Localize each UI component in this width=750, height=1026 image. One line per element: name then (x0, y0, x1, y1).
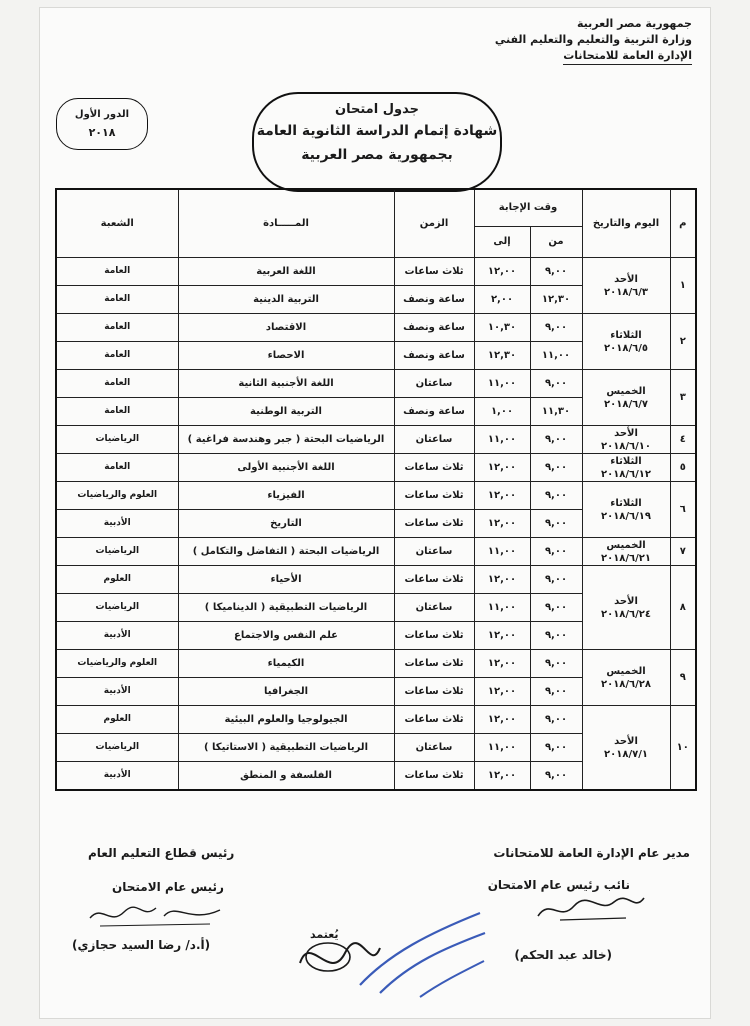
time-from: ٩,٠٠ (530, 622, 582, 650)
time-from: ٩,٠٠ (530, 594, 582, 622)
duration: ثلاث ساعات (394, 566, 474, 594)
subject: الجيولوجيا والعلوم البيئية (178, 706, 394, 734)
branch: العامة (56, 314, 178, 342)
table-row (56, 482, 696, 510)
day-name: الثلاثاء (610, 455, 642, 467)
time-to: ١٢,٠٠ (474, 622, 530, 650)
duration: ثلاث ساعات (394, 622, 474, 650)
time-to: ٢,٠٠ (474, 286, 530, 314)
duration: ساعة ونصف (394, 286, 474, 314)
subject: اللغة الأجنبية الأولى (178, 454, 394, 482)
table-row (56, 370, 696, 398)
subject: التربية الدينية (178, 286, 394, 314)
row-number: ٦ (670, 482, 696, 538)
table-row (56, 314, 696, 342)
day-name: الأحد (614, 427, 638, 439)
exam-schedule-table (55, 188, 697, 791)
branch: الرياضيات (56, 594, 178, 622)
time-from: ٩,٠٠ (530, 566, 582, 594)
time-from: ٩,٠٠ (530, 370, 582, 398)
subject: الاقتصاد (178, 314, 394, 342)
header-duration: الزمن (394, 189, 474, 258)
day-name: الأحد (614, 273, 638, 285)
subject: الرياضيات التطبيقية ( الديناميكا ) (178, 594, 394, 622)
time-to: ١٢,٠٠ (474, 762, 530, 791)
header-from: من (530, 227, 582, 258)
exam-schedule-document (40, 8, 710, 1018)
row-number: ٨ (670, 566, 696, 650)
exam-round-label: الدور الأول (74, 109, 130, 120)
exam-head-name: (أ.د/ رضا السيد حجازي) (72, 938, 211, 952)
director-name: (خالد عبد الحكم) (514, 948, 612, 962)
branch: العامة (56, 342, 178, 370)
subject: الرياضيات التطبيقية ( الاستاتيكا ) (178, 734, 394, 762)
title-line-3: بجمهورية مصر العربية (301, 147, 453, 163)
branch: الأدبية (56, 510, 178, 538)
header-ministry: وزارة التربية والتعليم والتعليم الفني (494, 33, 692, 46)
time-to: ١٢,٠٠ (474, 678, 530, 706)
subject: اللغة العربية (178, 258, 394, 286)
time-to: ١١,٠٠ (474, 426, 530, 454)
subject: الكيمياء (178, 650, 394, 678)
table-row (56, 426, 696, 454)
branch: الأدبية (56, 762, 178, 791)
document-title-box (252, 92, 502, 192)
day-name: الخميس (606, 385, 646, 397)
time-to: ١٢,٠٠ (474, 706, 530, 734)
day-date-cell (582, 482, 670, 538)
day-date-cell (582, 454, 670, 482)
time-to: ١٢,٠٠ (474, 510, 530, 538)
ministry-header (495, 16, 692, 65)
row-number: ٣ (670, 370, 696, 426)
exam-date: ٢٠١٨/٧/١ (604, 748, 648, 760)
branch: العامة (56, 258, 178, 286)
exam-date: ٢٠١٨/٦/٣ (604, 286, 648, 298)
time-from: ٩,٠٠ (530, 510, 582, 538)
time-to: ١٢,٠٠ (474, 454, 530, 482)
day-name: الثلاثاء (610, 329, 642, 341)
table-row (56, 454, 696, 482)
exam-head-title: رئيس عام الامتحان (112, 880, 224, 894)
duration: ساعة ونصف (394, 314, 474, 342)
day-date-cell (582, 706, 670, 791)
exam-date: ٢٠١٨/٦/٧ (604, 398, 648, 410)
exam-date: ٢٠١٨/٦/١٢ (600, 468, 652, 480)
time-to: ١٢,٣٠ (474, 342, 530, 370)
time-from: ١١,٣٠ (530, 398, 582, 426)
header-country: جمهورية مصر العربية (577, 17, 692, 30)
header-to: إلى (474, 227, 530, 258)
exam-date: ٢٠١٨/٦/١٩ (600, 510, 652, 522)
subject: علم النفس والاجتماع (178, 622, 394, 650)
branch: العامة (56, 370, 178, 398)
deputy-title: نائب رئيس عام الامتحان (487, 878, 630, 892)
duration: ساعة ونصف (394, 398, 474, 426)
header-num: م (670, 189, 696, 258)
sector-head-title: رئيس قطاع التعليم العام (88, 846, 235, 860)
ministry-stamp (270, 893, 490, 1003)
row-number: ١ (670, 258, 696, 314)
duration: ساعتان (394, 370, 474, 398)
branch: العامة (56, 286, 178, 314)
duration: ساعة ونصف (394, 342, 474, 370)
day-date-cell (582, 314, 670, 370)
time-from: ٩,٠٠ (530, 734, 582, 762)
subject: الفيزياء (178, 482, 394, 510)
time-from: ٩,٠٠ (530, 426, 582, 454)
duration: ثلاث ساعات (394, 678, 474, 706)
director-title: مدير عام الإدارة العامة للامتحانات (493, 846, 690, 860)
duration: ثلاث ساعات (394, 650, 474, 678)
duration: ساعتان (394, 426, 474, 454)
duration: ثلاث ساعات (394, 454, 474, 482)
day-name: الخميس (606, 539, 646, 551)
branch: الأدبية (56, 622, 178, 650)
subject: اللغة الأجنبية الثانية (178, 370, 394, 398)
time-to: ١٠,٣٠ (474, 314, 530, 342)
time-from: ٩,٠٠ (530, 538, 582, 566)
exam-date: ٢٠١٨/٦/٥ (604, 342, 648, 354)
approval-label: يُعتمد (310, 928, 339, 941)
time-to: ١,٠٠ (474, 398, 530, 426)
table-header (56, 189, 696, 258)
duration: ساعتان (394, 734, 474, 762)
time-to: ١١,٠٠ (474, 370, 530, 398)
duration: ثلاث ساعات (394, 510, 474, 538)
row-number: ١٠ (670, 706, 696, 791)
time-from: ١٢,٣٠ (530, 286, 582, 314)
time-from: ٩,٠٠ (530, 482, 582, 510)
header-answer-time: وقت الإجابة (474, 189, 582, 227)
day-name: الخميس (606, 665, 646, 677)
time-from: ٩,٠٠ (530, 650, 582, 678)
exam-head-signature (80, 896, 230, 932)
duration: ساعتان (394, 594, 474, 622)
time-from: ٩,٠٠ (530, 258, 582, 286)
branch: العلوم والرياضيات (56, 650, 178, 678)
subject: الرياضيات البحتة ( جبر وهندسة فراغية ) (178, 426, 394, 454)
row-number: ٢ (670, 314, 696, 370)
day-date-cell (582, 566, 670, 650)
subject: الاحصاء (178, 342, 394, 370)
table-row (56, 706, 696, 734)
time-from: ٩,٠٠ (530, 314, 582, 342)
title-line-1: جدول امتحان (335, 102, 419, 117)
exam-date: ٢٠١٨/٦/٢٨ (600, 678, 652, 690)
director-signature (530, 888, 650, 928)
time-to: ١١,٠٠ (474, 594, 530, 622)
time-from: ٩,٠٠ (530, 706, 582, 734)
table-row (56, 258, 696, 286)
branch: العلوم (56, 566, 178, 594)
exam-date: ٢٠١٨/٦/٢٤ (600, 608, 652, 620)
time-to: ١١,٠٠ (474, 734, 530, 762)
branch: العامة (56, 454, 178, 482)
duration: ثلاث ساعات (394, 482, 474, 510)
branch: الرياضيات (56, 426, 178, 454)
exam-round-box (56, 98, 148, 150)
table-row (56, 538, 696, 566)
time-from: ٩,٠٠ (530, 678, 582, 706)
time-to: ١١,٠٠ (474, 538, 530, 566)
header-subject: المـــــادة (178, 189, 394, 258)
subject: الفلسفة و المنطق (178, 762, 394, 791)
branch: الرياضيات (56, 538, 178, 566)
day-date-cell (582, 538, 670, 566)
duration: ثلاث ساعات (394, 258, 474, 286)
subject: الرياضيات البحتة ( التفاضل والتكامل ) (178, 538, 394, 566)
subject: الجغرافيا (178, 678, 394, 706)
day-date-cell (582, 258, 670, 314)
branch: العلوم والرياضيات (56, 482, 178, 510)
row-number: ٧ (670, 538, 696, 566)
exam-date: ٢٠١٨/٦/٢١ (600, 552, 652, 564)
time-to: ١٢,٠٠ (474, 258, 530, 286)
branch: العامة (56, 398, 178, 426)
header-branch: الشعبة (56, 189, 178, 258)
day-date-cell (582, 650, 670, 706)
branch: الأدبية (56, 678, 178, 706)
exam-date: ٢٠١٨/٦/١٠ (600, 440, 652, 452)
table-row (56, 650, 696, 678)
row-number: ٤ (670, 426, 696, 454)
branch: العلوم (56, 706, 178, 734)
time-from: ٩,٠٠ (530, 454, 582, 482)
branch: الرياضيات (56, 734, 178, 762)
exam-year: ٢٠١٨ (88, 126, 116, 139)
row-number: ٥ (670, 454, 696, 482)
duration: ثلاث ساعات (394, 762, 474, 791)
time-from: ٩,٠٠ (530, 762, 582, 791)
table-body (56, 258, 696, 791)
duration: ثلاث ساعات (394, 706, 474, 734)
subject: التربية الوطنية (178, 398, 394, 426)
day-name: الثلاثاء (610, 497, 642, 509)
time-to: ١٢,٠٠ (474, 650, 530, 678)
day-date-cell (582, 426, 670, 454)
subject: التاريخ (178, 510, 394, 538)
subject: الأحياء (178, 566, 394, 594)
time-to: ١٢,٠٠ (474, 482, 530, 510)
day-name: الأحد (614, 595, 638, 607)
header-day-date: اليوم والتاريخ (582, 189, 670, 258)
duration: ساعتان (394, 538, 474, 566)
row-number: ٩ (670, 650, 696, 706)
day-name: الأحد (614, 735, 638, 747)
time-from: ١١,٠٠ (530, 342, 582, 370)
time-to: ١٢,٠٠ (474, 566, 530, 594)
table-row (56, 566, 696, 594)
title-line-2: شهادة إتمام الدراسة الثانوية العامة (256, 123, 498, 139)
header-department: الإدارة العامة للامتحانات (563, 48, 692, 65)
day-date-cell (582, 370, 670, 426)
